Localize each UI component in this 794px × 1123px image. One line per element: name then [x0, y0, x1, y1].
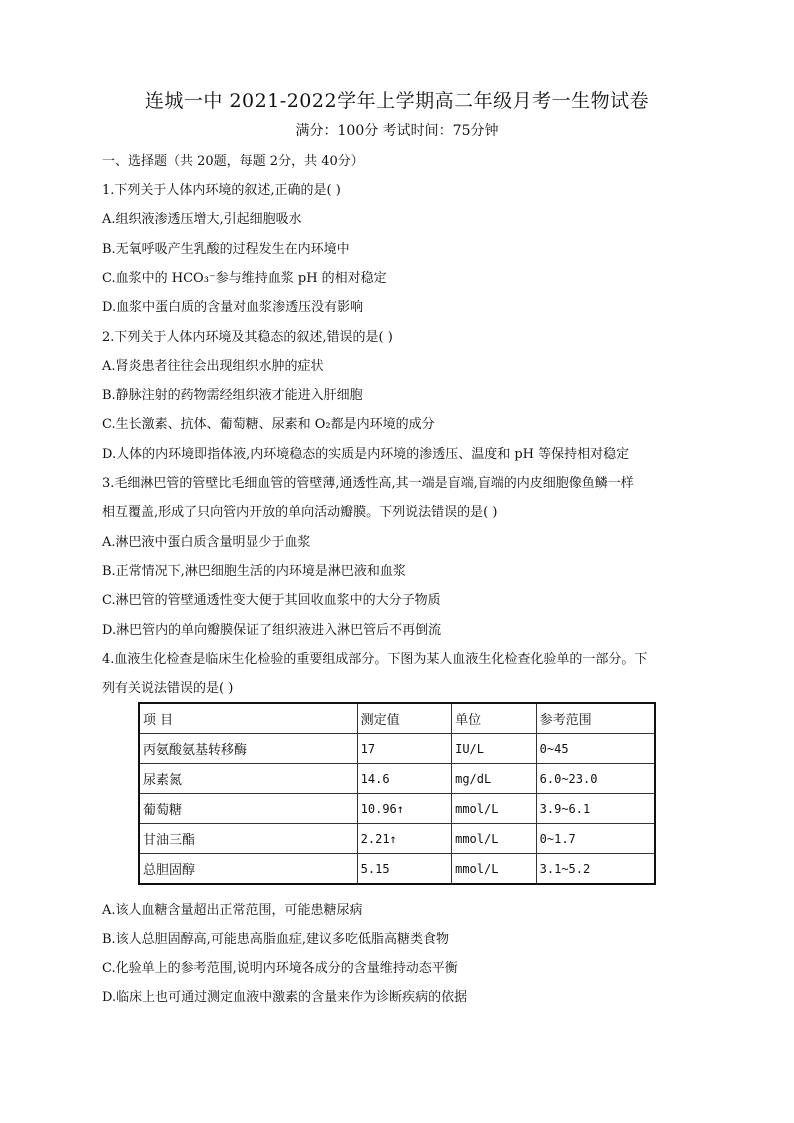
question-3-option-c: C.淋巴管的管壁通透性变大便于其回收血浆中的大分子物质 — [102, 593, 441, 608]
section-heading: 一、选择题（共 20题，每题 2分，共 40分） — [102, 154, 364, 169]
table-cell: 3.9~6.1 — [536, 794, 655, 824]
question-3-stem-line-1: 3.毛细淋巴管的管壁比毛细血管的管壁薄,通透性高,其一端是盲端,盲端的内皮细胞像鱼鳞一样 — [102, 476, 634, 491]
question-3-stem-line-2: 相互覆盖,形成了只向管内开放的单向活动瓣膜。下列说法错误的是( ) — [102, 505, 498, 520]
table-cell: mg/dL — [452, 764, 537, 794]
question-2-option-a: A.肾炎患者往往会出现组织水肿的症状 — [102, 359, 324, 374]
question-2-option-c: C.生长激素、抗体、葡萄糖、尿素和 O₂都是内环境的成分 — [102, 417, 435, 432]
table-cell: 5.15 — [357, 854, 451, 885]
question-3-option-d: D.淋巴管内的单向瓣膜保证了组织液进入淋巴管后不再倒流 — [102, 623, 442, 638]
table-cell: mmol/L — [452, 854, 537, 885]
question-1-option-d: D.血浆中蛋白质的含量对血浆渗透压没有影响 — [102, 300, 364, 315]
table-row — [139, 824, 655, 854]
table-cell: 6.0~23.0 — [536, 764, 655, 794]
table-cell: mmol/L — [452, 824, 537, 854]
column-header: 项 目 — [139, 703, 357, 734]
table-cell: 17 — [357, 734, 451, 764]
table-row — [139, 734, 655, 764]
question-2-stem: 2.下列关于人体内环境及其稳态的叙述,错误的是( ) — [102, 330, 393, 345]
question-2-option-d: D.人体的内环境即指体液,内环境稳态的实质是内环境的渗透压、温度和 pH 等保持相对稳定 — [102, 447, 630, 462]
table-cell: 2.21↑ — [357, 824, 451, 854]
question-1-stem: 1.下列关于人体内环境的叙述,正确的是( ) — [102, 183, 341, 198]
question-4-option-c: C.化验单上的参考范围,说明内环境各成分的含量维持动态平衡 — [102, 961, 458, 976]
question-3-option-b: B.正常情况下,淋巴细胞生活的内环境是淋巴液和血浆 — [102, 564, 406, 579]
table-cell: 3.1~5.2 — [536, 854, 655, 885]
table-cell: 0~45 — [536, 734, 655, 764]
table-cell: 葡萄糖 — [139, 794, 357, 824]
table-row — [139, 764, 655, 794]
question-1-option-b: B.无氧呼吸产生乳酸的过程发生在内环境中 — [102, 242, 350, 257]
table-cell: 14.6 — [357, 764, 451, 794]
blood-test-table — [138, 702, 656, 885]
table-header-row — [139, 703, 655, 734]
table-cell: mmol/L — [452, 794, 537, 824]
question-3-option-a: A.淋巴液中蛋白质含量明显少于血浆 — [102, 535, 311, 550]
question-4-option-a: A.该人血糖含量超出正常范围，可能患糖尿病 — [102, 903, 363, 918]
question-1-option-c: C.血浆中的 HCO₃⁻参与维持血浆 pH 的相对稳定 — [102, 271, 387, 286]
table-cell: 0~1.7 — [536, 824, 655, 854]
question-4-stem-line-2: 列有关说法错误的是( ) — [102, 681, 234, 696]
question-4-option-b: B.该人总胆固醇高,可能患高脂血症,建议多吃低脂高糖类食物 — [102, 932, 449, 947]
question-4-stem-line-1: 4.血液生化检查是临床生化检验的重要组成部分。下图为某人血液生化检查化验单的一部分。下 — [102, 652, 648, 667]
exam-info: 满分：100分 考试时间：75分钟 — [295, 123, 499, 139]
table-cell: 10.96↑ — [357, 794, 451, 824]
question-4-option-d: D.临床上也可通过测定血液中激素的含量来作为诊断疾病的依据 — [102, 990, 468, 1005]
table-cell: 总胆固醇 — [139, 854, 357, 885]
column-header: 单位 — [452, 703, 537, 734]
column-header: 参考范围 — [536, 703, 655, 734]
page-title: 连城一中 2021-2022学年上学期高二年级月考一生物试卷 — [144, 90, 650, 112]
question-1-option-a: A.组织液渗透压增大,引起细胞吸水 — [102, 212, 302, 227]
table-cell: 甘油三酯 — [139, 824, 357, 854]
question-2-option-b: B.静脉注射的药物需经组织液才能进入肝细胞 — [102, 388, 363, 403]
table-row — [139, 854, 655, 885]
column-header: 测定值 — [357, 703, 451, 734]
table-cell: 尿素氮 — [139, 764, 357, 794]
table-cell: 丙氨酸氨基转移酶 — [139, 734, 357, 764]
table-cell: IU/L — [452, 734, 537, 764]
table-row — [139, 794, 655, 824]
